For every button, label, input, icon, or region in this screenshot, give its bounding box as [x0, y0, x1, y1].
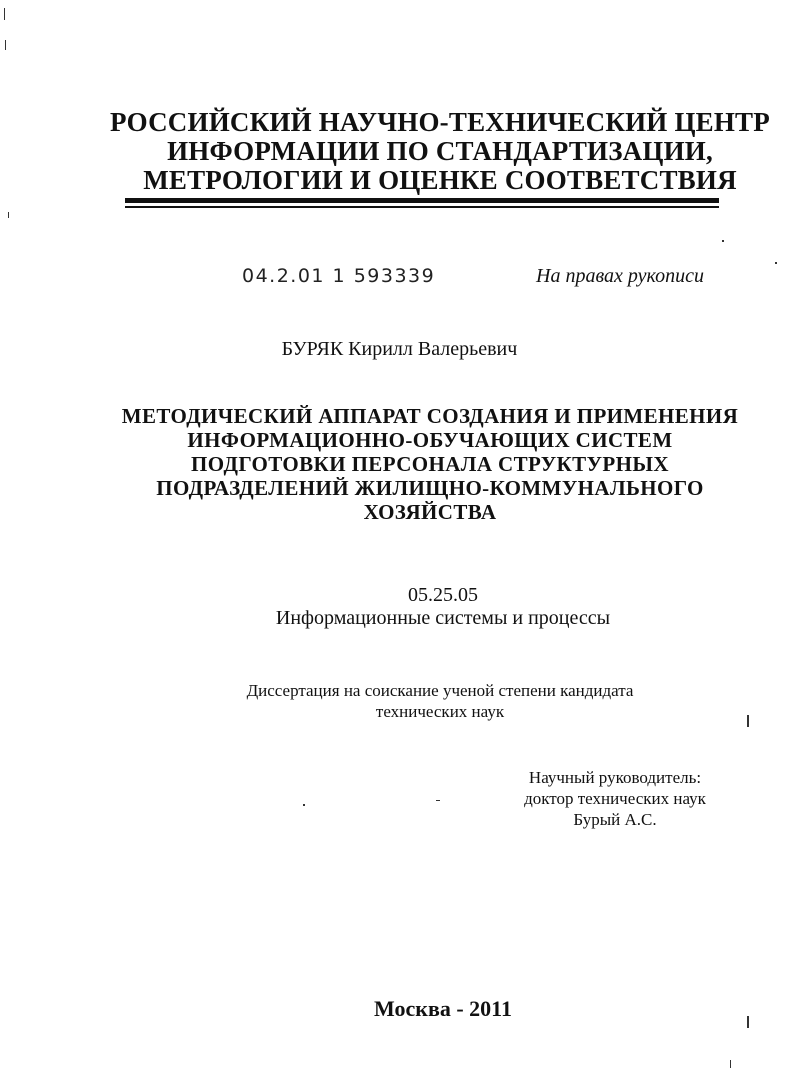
degree-statement [190, 680, 690, 722]
supervisor-line: доктор технических наук [524, 789, 706, 808]
thesis-title-line: ИНФОРМАЦИОННО-ОБУЧАЮЩИХ СИСТЕМ [187, 428, 673, 452]
scan-artifact [775, 262, 777, 264]
organization-title-line: ИНФОРМАЦИИ ПО СТАНДАРТИЗАЦИИ, [167, 136, 713, 166]
city-year: Москва - 2011 [374, 996, 512, 1021]
scan-artifact [303, 804, 305, 806]
supervisor-line: Бурый А.С. [573, 810, 657, 829]
scan-artifact [436, 800, 440, 801]
thesis-title-line: ХОЗЯЙСТВА [363, 500, 497, 524]
scan-artifact [4, 8, 5, 20]
scan-artifact [8, 212, 9, 218]
registration-number: 04.2.01 1 593339 [242, 265, 436, 287]
organization-title-line: РОССИЙСКИЙ НАУЧНО-ТЕХНИЧЕСКИЙ ЦЕНТР [110, 107, 770, 137]
thesis-title [110, 404, 750, 524]
thesis-title-line: ПОДРАЗДЕЛЕНИЙ ЖИЛИЩНО-КОММУНАЛЬНОГО [156, 476, 704, 500]
rights-note: На правах рукописи [536, 265, 704, 287]
thesis-title-line: МЕТОДИЧЕСКИЙ АППАРАТ СОЗДАНИЯ И ПРИМЕНЕНИЯ [121, 404, 739, 428]
supervisor-block [490, 767, 740, 830]
scan-artifact [5, 40, 6, 50]
header-divider-thick [125, 198, 719, 203]
degree-line: технических наук [375, 702, 505, 721]
thesis-title-line: ПОДГОТОВКИ ПЕРСОНАЛА СТРУКТУРНЫХ [191, 452, 669, 476]
degree-line: Диссертация на соискание ученой степени кандидата [246, 681, 634, 700]
specialty-code: 05.25.05 [408, 584, 478, 606]
specialty-name: Информационные системы и процессы [275, 607, 611, 629]
organization-title [100, 108, 780, 195]
author-name: БУРЯК Кирилл Валерьевич [281, 338, 518, 360]
organization-title-line: МЕТРОЛОГИИ И ОЦЕНКЕ СООТВЕТСТВИЯ [143, 165, 737, 195]
supervisor-line: Научный руководитель: [528, 768, 702, 787]
scan-artifact [722, 240, 724, 242]
header-divider-thin [125, 206, 719, 208]
scan-artifact [747, 1016, 749, 1028]
scan-artifact [730, 1060, 731, 1068]
scan-artifact [747, 715, 749, 727]
